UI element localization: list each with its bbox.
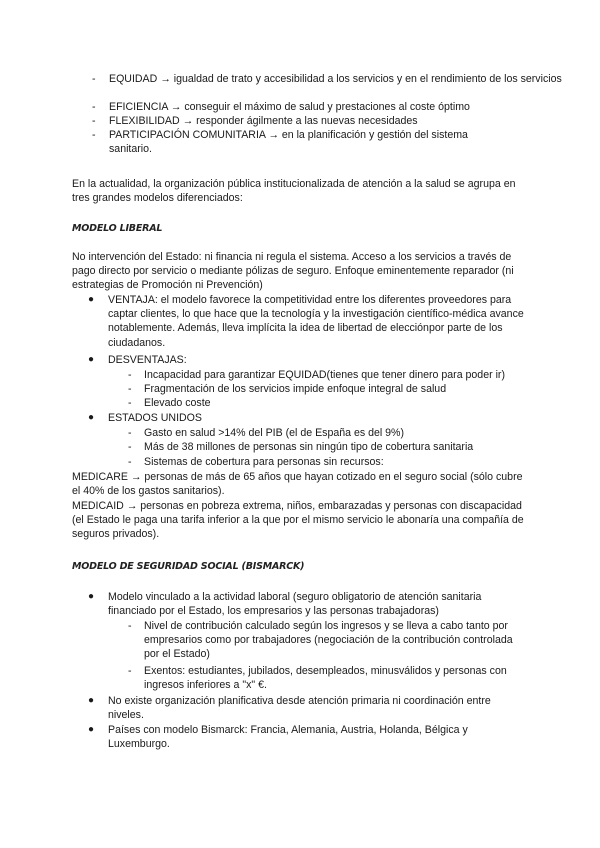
list-item [128, 440, 528, 454]
dash-marker: - [92, 73, 96, 85]
dash-marker: - [128, 383, 132, 395]
bullet-icon: ● [88, 354, 95, 365]
dash-marker: - [92, 115, 96, 127]
dash-marker: - [92, 129, 96, 141]
section-heading-liberal: MODELO LIBERAL [72, 223, 163, 234]
eeuu-label: ESTADOS UNIDOS [108, 412, 202, 424]
list-item [128, 664, 528, 692]
list-item [128, 382, 528, 396]
list-item [128, 368, 528, 382]
intro-paragraph: En la actualidad, la organización pública institucionalizada de atención a la salud se agrupa en tres grandes modelos diferenciados: [72, 178, 516, 205]
eeuu-text: Sistemas de cobertura para personas sin recursos: [144, 456, 384, 468]
list-item [88, 293, 528, 350]
medicare-paragraph: MEDICARE → personas de más de 65 años que hayan cotizado en el seguro social (sólo cubre el 40% de los gastos sanitarios). [72, 471, 523, 498]
dash-marker: - [128, 665, 132, 677]
list-item [88, 723, 528, 751]
dash-marker: - [92, 101, 96, 113]
eeuu-text: Gasto en salud >14% del PIB (el de España es del 9%) [144, 427, 405, 439]
list-item [72, 100, 532, 114]
list-item [72, 114, 532, 128]
list-item [88, 694, 528, 722]
bullet-icon: ● [88, 724, 95, 735]
bismarck-point: Modelo vinculado a la actividad laboral (seguro obligatorio de atención sanitaria financiado por el Estado, los empresarios y las personas trabajadoras) [108, 591, 482, 618]
bismarck-subpoint: Exentos: estudiantes, jubilados, desempleados, minusválidos y personas con ingresos inferiores a "x" €. [144, 665, 507, 692]
section-heading-bismarck: MODELO DE SEGURIDAD SOCIAL (BISMARCK) [72, 561, 305, 572]
bullet-icon: ● [88, 412, 95, 423]
dash-marker: - [128, 397, 132, 409]
list-item [128, 396, 528, 410]
list-item [72, 128, 532, 156]
liberal-description: No intervención del Estado: ni financia ni regula el sistema. Acceso a los servicios a través de pago directo por servicio o mediante pólizas de seguro. Enfoque eminentemente reparador (ni estrategias de Promoción ni Prevención) [72, 251, 514, 292]
dash-marker: - [128, 620, 132, 632]
list-item [72, 72, 562, 86]
eeuu-text: Más de 38 millones de personas sin ningún tipo de cobertura sanitaria [144, 441, 474, 453]
bullet-icon: ● [88, 294, 95, 305]
list-item [128, 426, 528, 440]
desventajas-label: DESVENTAJAS: [108, 354, 187, 366]
principle-text: EQUIDAD → igualdad de trato y accesibilidad a los servicios y en el rendimiento de los servicios [109, 73, 562, 85]
bismarck-point: No existe organización planificativa desde atención primaria ni coordinación entre niveles. [108, 695, 491, 722]
list-item [88, 353, 528, 367]
list-item [88, 590, 528, 618]
list-item [128, 619, 528, 662]
bullet-icon: ● [88, 695, 95, 706]
principle-text: EFICIENCIA → conseguir el máximo de salud y prestaciones al coste óptimo [109, 101, 470, 113]
dash-marker: - [128, 456, 132, 468]
ventaja-text: VENTAJA: el modelo favorece la competitividad entre los diferentes proveedores para captar clientes, lo que hace que la tecnología y la investigación científico-médica avance notablemente. Además, lleva implícita la idea de libertad de elecciónpor parte de los ciudadanos. [108, 294, 524, 349]
bismarck-subpoint: Nivel de contribución calculado según los ingresos y se lleva a cabo tanto por empresarios como por trabajadores (negociación de la contribución controlada por el Estado) [144, 620, 513, 661]
bullet-icon: ● [88, 591, 95, 602]
principle-text: FLEXIBILIDAD → responder ágilmente a las nuevas necesidades [109, 115, 418, 127]
bismarck-point: Países con modelo Bismarck: Francia, Alemania, Austria, Holanda, Bélgica y Luxemburgo. [108, 724, 468, 751]
desventaja-text: Incapacidad para garantizar EQUIDAD(tienes que tener dinero para poder ir) [144, 369, 505, 381]
desventaja-text: Fragmentación de los servicios impide enfoque integral de salud [144, 383, 447, 395]
dash-marker: - [128, 427, 132, 439]
dash-marker: - [128, 441, 132, 453]
list-item [128, 455, 528, 469]
desventaja-text: Elevado coste [144, 397, 211, 409]
dash-marker: - [128, 369, 132, 381]
principle-text: PARTICIPACIÓN COMUNITARIA → en la planificación y gestión del sistema sanitario. [109, 129, 468, 156]
list-item [88, 411, 528, 425]
medicaid-paragraph: MEDICAID → personas en pobreza extrema, niños, embarazadas y personas con discapacidad (el Estado le paga una tarifa inferior a la que por el mismo servicio le abonaría una compañía de seguros privados). [72, 500, 524, 541]
